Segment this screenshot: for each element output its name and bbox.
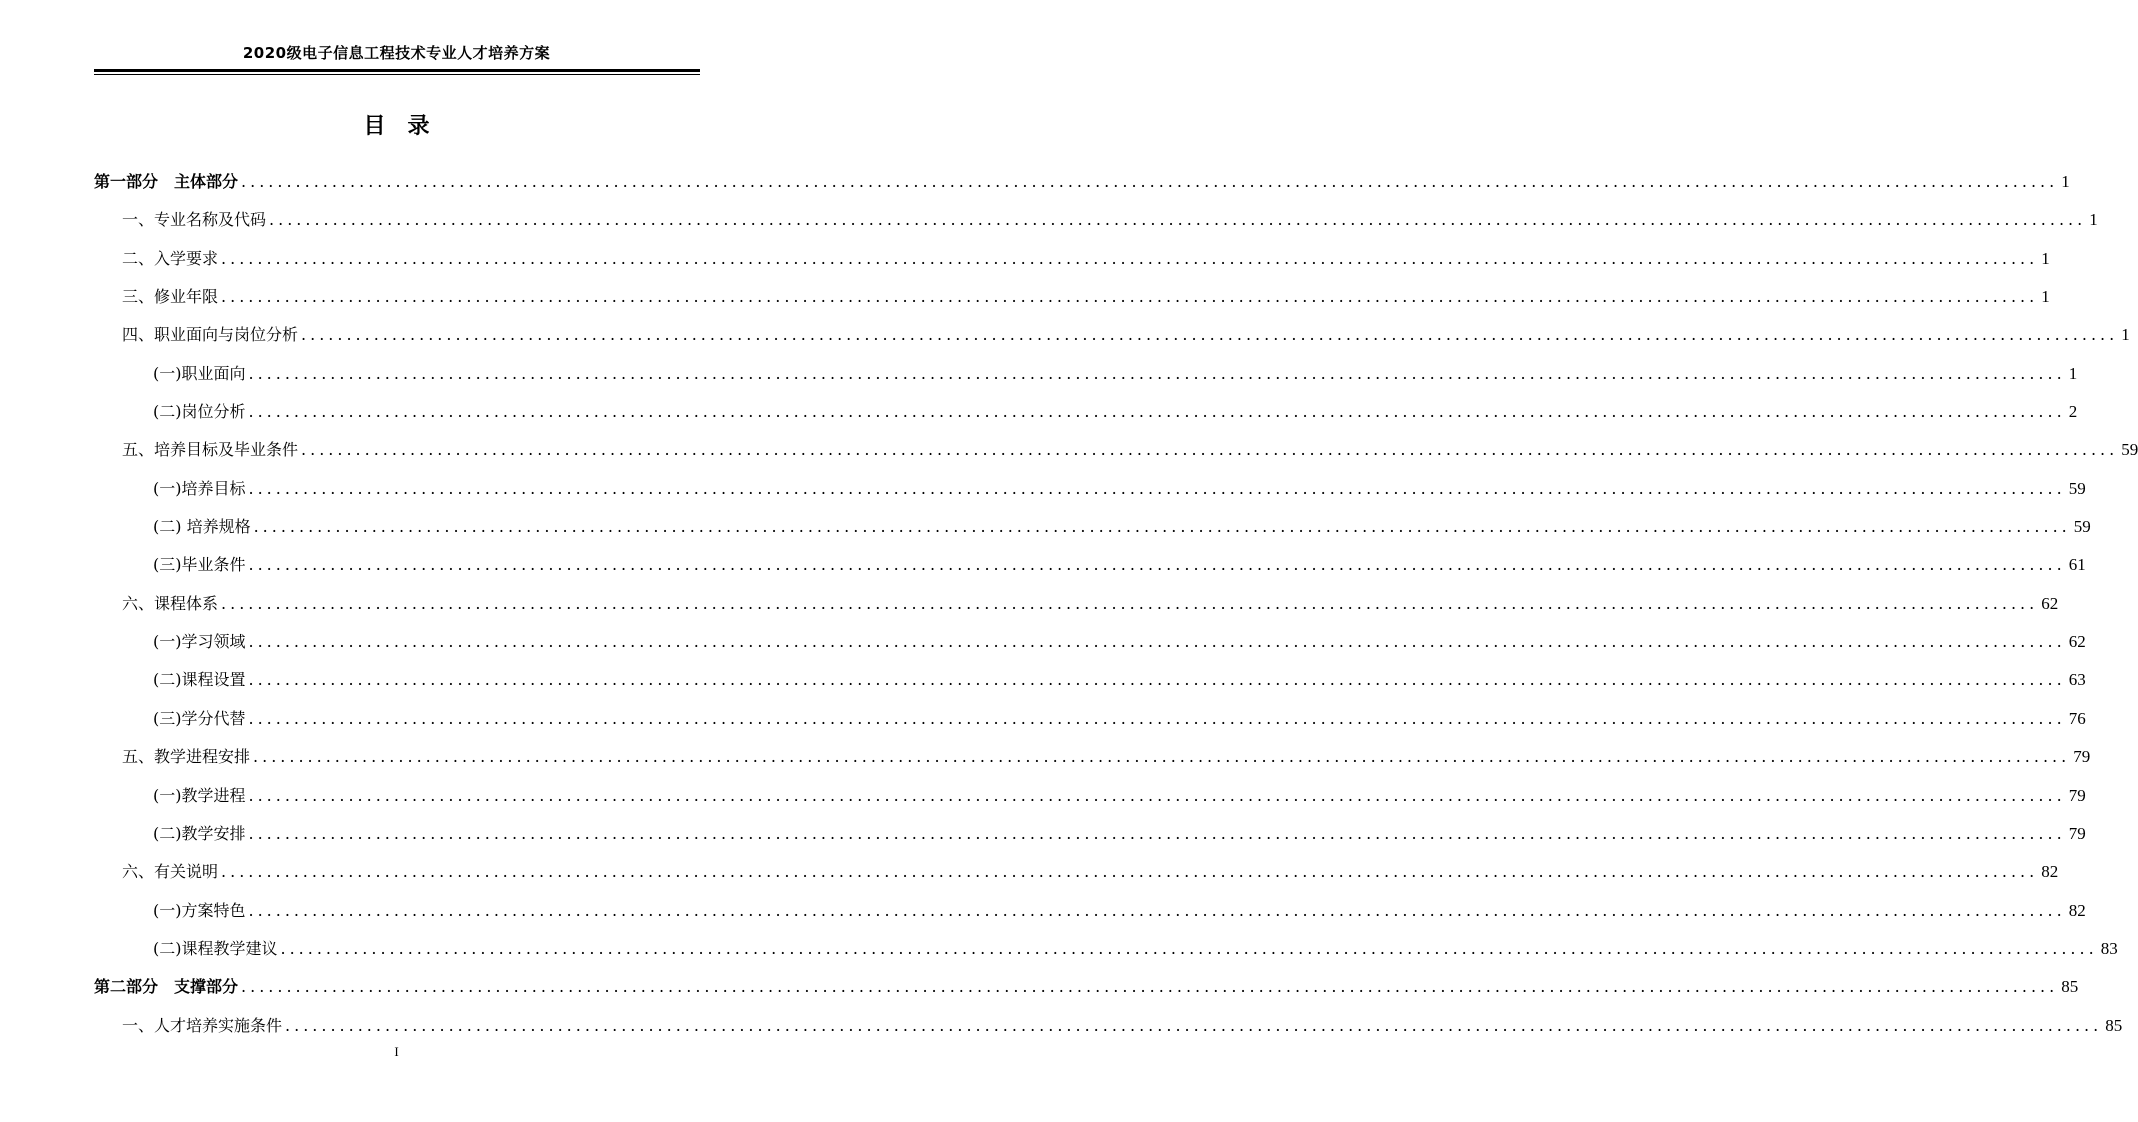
toc-entry-page: 63 (2068, 670, 2086, 690)
toc-entry-title: 三、修业年限 (122, 287, 219, 307)
toc-entry[interactable] (94, 549, 2086, 587)
toc-dot-leader: ........................................................................................................................................................................................................ (285, 1015, 2103, 1035)
toc-entry-title: 第一部分 主体部分 (94, 172, 239, 191)
toc-dot-leader: ........................................................................................................................................................................................................ (241, 977, 2059, 997)
toc-entry[interactable] (94, 856, 2059, 894)
toc-entry[interactable] (94, 243, 2050, 281)
toc-entry[interactable] (94, 664, 2086, 702)
toc-dot-leader: ........................................................................................................................................................................................................ (221, 862, 2039, 882)
toc-entry[interactable] (94, 204, 2098, 242)
toc-dot-leader: ........................................................................................................................................................................................................ (248, 900, 2066, 920)
toc-entry-title: (三)学分代替 (153, 708, 246, 728)
toc-dot-leader: ........................................................................................................................................................................................................ (269, 210, 2087, 230)
toc-entry-page: 79 (2073, 747, 2091, 767)
toc-dot-leader: ........................................................................................................................................................................................................ (248, 555, 2066, 575)
toc-entry-page: 76 (2068, 708, 2086, 728)
toc-entry[interactable] (94, 166, 2070, 204)
toc-entry-page: 79 (2068, 785, 2086, 805)
toc-dot-leader: ........................................................................................................................................................................................................ (301, 325, 2119, 345)
toc-entry-title: 四、职业面向与岗位分析 (122, 325, 299, 345)
toc-entry-page: 85 (2105, 1015, 2123, 1035)
toc-entry-title: (二)教学安排 (153, 823, 246, 843)
toc-entry[interactable] (94, 473, 2086, 511)
toc-dot-leader: ........................................................................................................................................................................................................ (221, 593, 2039, 613)
toc-entry-title: (二) 培养规格 (153, 517, 251, 537)
toc-entry[interactable] (94, 895, 2086, 933)
toc-entry-title: (二)课程设置 (153, 670, 246, 690)
toc-dot-leader: ........................................................................................................................................................................................................ (253, 517, 2071, 537)
toc-entry-page: 82 (2041, 862, 2059, 882)
toc-entry-page: 79 (2068, 823, 2086, 843)
toc-dot-leader: ........................................................................................................................................................................................................ (248, 402, 2066, 422)
toc-entry[interactable] (94, 281, 2050, 319)
toc-entry[interactable] (94, 434, 2138, 472)
toc-dot-leader: ........................................................................................................................................................................................................ (248, 632, 2066, 652)
toc-entry-page: 82 (2068, 900, 2086, 920)
header-rule-thick (94, 69, 700, 72)
toc-entry-title: 一、人才培养实施条件 (122, 1015, 283, 1035)
toc-entry[interactable] (94, 626, 2086, 664)
toc-entry-page: 1 (2089, 210, 2098, 230)
toc-entry-page: 1 (2041, 287, 2050, 307)
toc-entry[interactable] (94, 971, 2079, 1009)
toc-dot-leader: ........................................................................................................................................................................................................ (248, 478, 2066, 498)
toc-entry-title: (一)方案特色 (153, 900, 246, 920)
toc-entry[interactable] (94, 396, 2078, 434)
toc-entry-title: (一)培养目标 (153, 478, 246, 498)
toc-entry-title: (一)学习领域 (153, 632, 246, 652)
toc-entry[interactable] (94, 319, 2130, 357)
toc-entry[interactable] (94, 358, 2078, 396)
toc-dot-leader: ........................................................................................................................................................................................................ (221, 287, 2039, 307)
toc-entry-page: 59 (2073, 517, 2091, 537)
toc-entry-page: 59 (2121, 440, 2138, 460)
toc-heading: 目录 (363, 114, 452, 139)
toc-entry[interactable] (94, 1010, 2123, 1048)
toc-entry[interactable] (94, 588, 2059, 626)
page-number: I (394, 1044, 399, 1059)
toc-entry-title: 六、课程体系 (122, 593, 219, 613)
toc-entry-title: (一)职业面向 (153, 363, 246, 383)
toc-dot-leader: ........................................................................................................................................................................................................ (248, 670, 2066, 690)
toc-entry[interactable] (94, 933, 2118, 971)
toc-dot-leader: ........................................................................................................................................................................................................ (241, 172, 2059, 191)
toc-entry-page: 1 (2068, 363, 2078, 383)
toc-entry-page: 1 (2061, 172, 2070, 191)
toc-entry-title: (二)岗位分析 (153, 402, 246, 422)
toc-dot-leader: ........................................................................................................................................................................................................ (248, 785, 2066, 805)
toc-entry-title: (三)毕业条件 (153, 555, 246, 575)
page-header-title: 2020级电子信息工程技术专业人才培养方案 (242, 44, 551, 62)
toc-entry[interactable] (94, 511, 2091, 549)
toc-entry-title: (一)教学进程 (153, 785, 246, 805)
toc-entry-title: 一、专业名称及代码 (122, 210, 267, 230)
toc-entry-page: 1 (2121, 325, 2130, 345)
toc-entry-page: 59 (2068, 478, 2086, 498)
toc-dot-leader: ........................................................................................................................................................................................................ (248, 708, 2066, 728)
table-of-contents (94, 166, 2138, 1048)
toc-entry-page: 2 (2068, 402, 2078, 422)
toc-entry-page: 62 (2068, 632, 2086, 652)
toc-entry-page: 61 (2068, 555, 2086, 575)
toc-dot-leader: ........................................................................................................................................................................................................ (301, 440, 2119, 460)
header-rule-thin (94, 74, 700, 75)
toc-entry-page: 85 (2061, 977, 2079, 997)
toc-dot-leader: ........................................................................................................................................................................................................ (280, 938, 2098, 958)
toc-entry-page: 1 (2041, 248, 2050, 268)
toc-entry[interactable] (94, 818, 2086, 856)
toc-entry-page: 62 (2041, 593, 2059, 613)
toc-entry-title: 第二部分 支撑部分 (94, 977, 239, 997)
toc-entry-page: 83 (2100, 938, 2118, 958)
toc-entry[interactable] (94, 703, 2086, 741)
toc-dot-leader: ........................................................................................................................................................................................................ (221, 248, 2039, 268)
toc-entry-title: 二、入学要求 (122, 248, 219, 268)
toc-entry-title: (二)课程教学建议 (153, 938, 278, 958)
toc-dot-leader: ........................................................................................................................................................................................................ (253, 747, 2071, 767)
toc-entry[interactable] (94, 741, 2091, 779)
toc-entry-title: 五、教学进程安排 (122, 747, 251, 767)
toc-entry-title: 六、有关说明 (122, 862, 219, 882)
toc-entry-title: 五、培养目标及毕业条件 (122, 440, 299, 460)
toc-dot-leader: ........................................................................................................................................................................................................ (248, 823, 2066, 843)
toc-dot-leader: ........................................................................................................................................................................................................ (248, 363, 2066, 383)
toc-entry[interactable] (94, 780, 2086, 818)
